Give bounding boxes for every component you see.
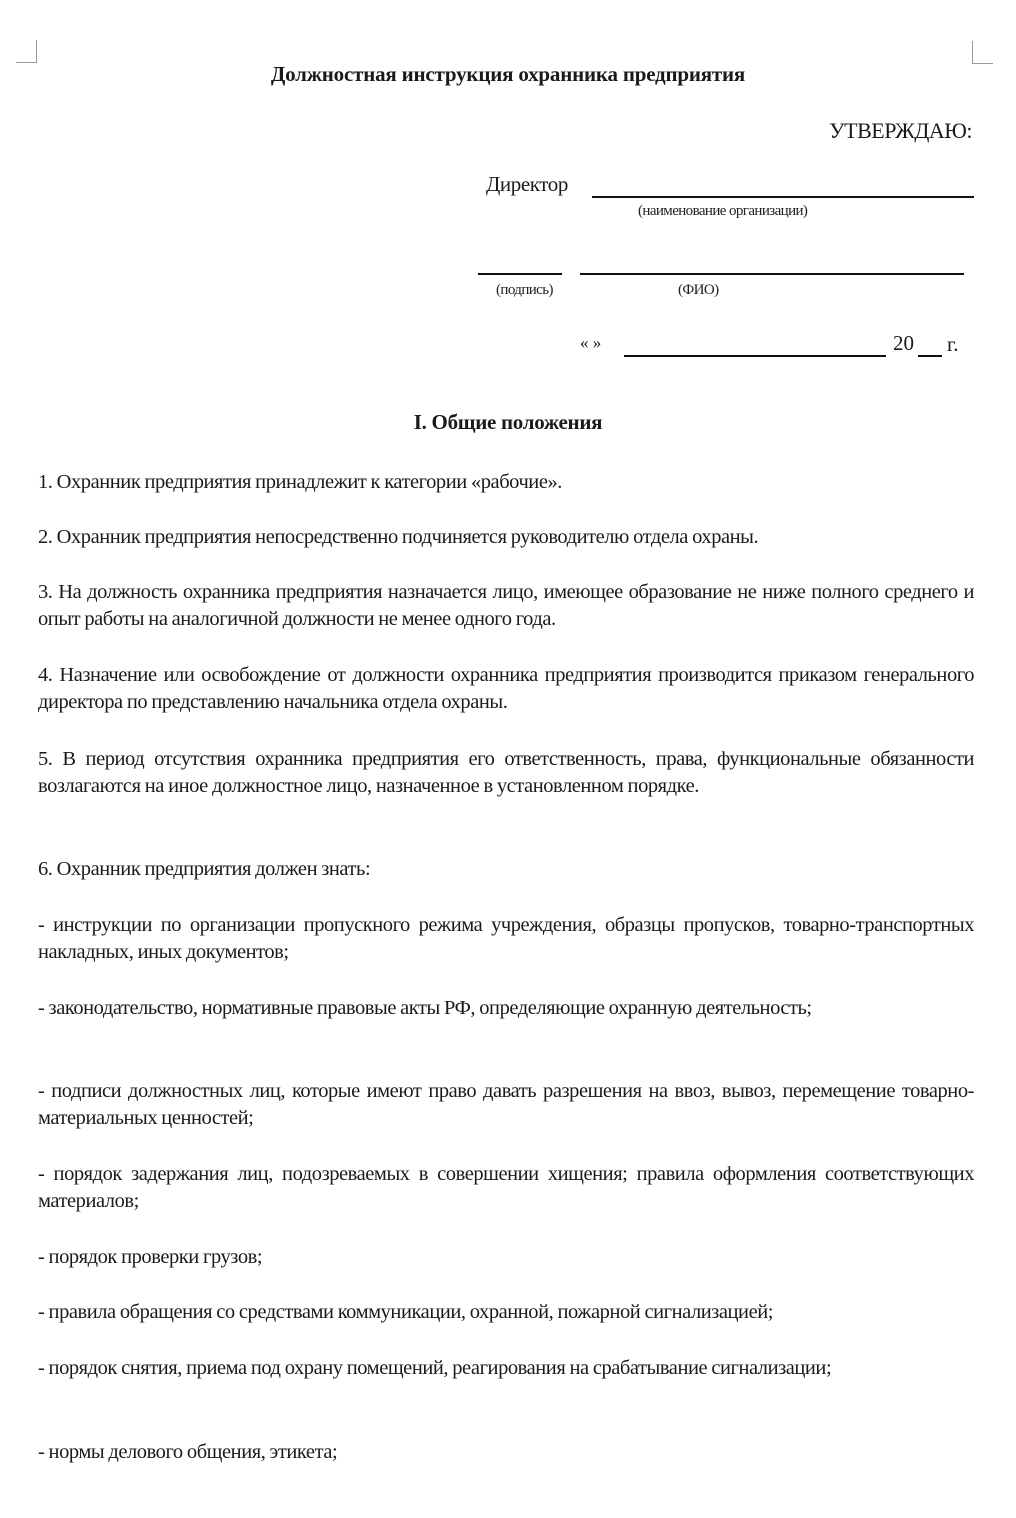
paragraph-4: 4. Назначение или освобождение от должности охранника предприятия производится приказом генерального директора по представлению начальника отдела охраны. <box>38 664 974 713</box>
date-field-line[interactable] <box>624 355 886 357</box>
knowledge-item: - порядок снятия, приема под охрану помещений, реагирования на срабатывание сигнализации; <box>38 1357 832 1379</box>
paragraph-6: 6. Охранник предприятия должен знать: <box>38 858 371 880</box>
knowledge-item: - правила обращения со средствами коммуникации, охранной, пожарной сигнализацией; <box>38 1301 773 1323</box>
page-corner-mark-right <box>972 41 993 64</box>
signature-caption: (подпись) <box>496 282 553 298</box>
date-quotes: « » <box>580 333 602 352</box>
paragraph-1: 1. Охранник предприятия принадлежит к категории «рабочие». <box>38 471 562 493</box>
paragraph-2: 2. Охранник предприятия непосредственно подчиняется руководителю отдела охраны. <box>38 526 759 548</box>
paragraph-3: 3. На должность охранника предприятия назначается лицо, имеющее образование не ниже полного среднего и опыт работы на аналогичной должности не менее одного года. <box>38 581 974 630</box>
fio-field-line[interactable] <box>580 273 964 275</box>
knowledge-item: - нормы делового общения, этикета; <box>38 1441 338 1463</box>
signature-field-line[interactable] <box>478 273 562 275</box>
year-prefix: 20 <box>893 331 914 355</box>
director-label: Директор <box>486 172 569 196</box>
document-title: Должностная инструкция охранника предприятия <box>270 62 746 86</box>
org-name-field-line[interactable] <box>592 196 974 198</box>
knowledge-item: - инструкции по организации пропускного режима учреждения, образцы пропусков, товарно-транспортных накладных, иных документов; <box>38 914 974 963</box>
fio-caption: (ФИО) <box>678 282 719 298</box>
approve-label: УТВЕРЖДАЮ: <box>829 118 972 143</box>
section-heading: I. Общие положения <box>413 410 603 434</box>
knowledge-item: - порядок задержания лиц, подозреваемых в совершении хищения; правила оформления соответствующих материалов; <box>38 1163 974 1212</box>
knowledge-item: - законодательство, нормативные правовые акты РФ, определяющие охранную деятельность; <box>38 997 812 1019</box>
knowledge-item: - подписи должностных лиц, которые имеют право давать разрешения на ввоз, вывоз, перемещение товарно-материальных ценностей; <box>38 1080 974 1129</box>
year-suffix: г. <box>947 332 959 356</box>
org-name-caption: (наименование организации) <box>638 203 808 219</box>
page-corner-mark-left <box>16 40 37 63</box>
paragraph-5: 5. В период отсутствия охранника предприятия его ответственность, права, функциональные обязанности возлагаются на иное должностное лицо, назначенное в установленном порядке. <box>38 748 974 797</box>
year-field-line[interactable] <box>918 355 942 357</box>
knowledge-item: - порядок проверки грузов; <box>38 1246 263 1268</box>
